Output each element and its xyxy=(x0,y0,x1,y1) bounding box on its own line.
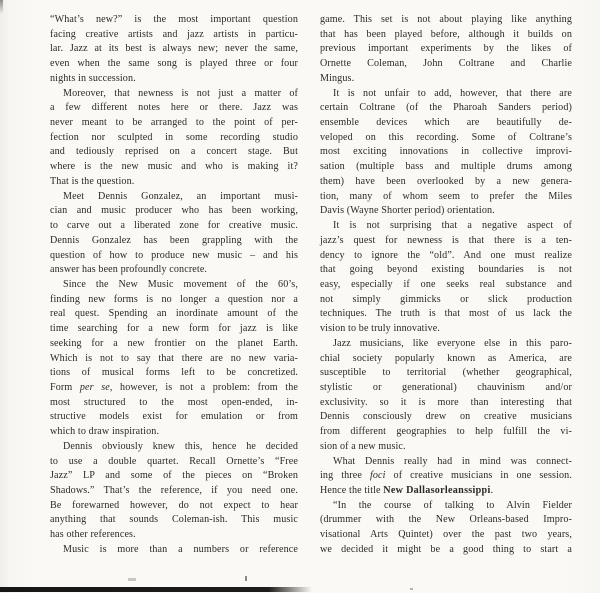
text-line: Dennis obviously knew this, hence he decided xyxy=(63,440,298,452)
text-line: most structured to the most open-ended, in- xyxy=(50,396,298,408)
text-line: techniques. The truth is that most of us lack the xyxy=(320,308,572,320)
text-line: time searching for a new form for jazz is like xyxy=(50,323,298,335)
scan-corner-artifact xyxy=(0,0,3,14)
paragraph xyxy=(50,543,298,558)
paragraph xyxy=(320,337,572,455)
text-line: “In the course of talking to Alvin Fielder xyxy=(333,499,572,511)
text-line: Davis (Wayne Shorter period) orientation. xyxy=(320,205,495,217)
text-line: never meant to be arranged to the point of per- xyxy=(50,117,298,129)
text-line: tion, many of whom seem to prefer the Miles xyxy=(320,190,572,202)
text-line: a few different notes here or there. Jazz was xyxy=(50,102,298,114)
text-line: that going beyond existing boundaries is not xyxy=(320,264,572,276)
text-line: structive models exist for emulation or from xyxy=(50,411,298,423)
paragraph xyxy=(320,499,572,558)
text-line: Since the New Music movement of the 60’s, xyxy=(63,278,298,290)
text-line: not simply gimmicks or slick production xyxy=(320,293,572,305)
text-line: and tediously reprised on a concert stage. But xyxy=(50,146,298,158)
scan-speck xyxy=(245,576,247,581)
text-line: where is the new music and who is making it? xyxy=(50,161,298,173)
text-line: Dennis consciously drew on creative musicians xyxy=(320,411,572,423)
text-line: lar. Jazz at its best is always new; never the same, xyxy=(50,43,298,55)
text-line: (drummer with the New Orleans-based Impro- xyxy=(320,514,572,526)
text-line: we decided it might be a good thing to start a xyxy=(320,543,572,555)
text-line: most exciting innovations in collective improvi- xyxy=(320,146,572,158)
text-line: them) have been overlooked by a new genera- xyxy=(320,175,572,187)
text-line: from different geographies to help fulfill the vi- xyxy=(320,426,572,438)
text-line: question of how to produce new music – and his xyxy=(50,249,298,261)
text-line: Which is not to say that there are no new varia- xyxy=(50,352,298,364)
text-line: fection nor sculpted in some recording studio xyxy=(50,131,298,143)
text-line: Mingus. xyxy=(320,72,355,84)
text-line: finding new forms is no longer a question nor a xyxy=(50,293,298,305)
paragraph xyxy=(320,219,572,337)
text-line: facing creative artists and jazz artists in particu- xyxy=(50,28,298,40)
text-line: Ornette Coleman, John Coltrane and Charlie xyxy=(320,58,572,70)
paragraph xyxy=(320,87,572,219)
text-line: real quest. Spending an inordinate amount of the xyxy=(50,308,298,320)
text-line: It is not surprising that a negative aspect of xyxy=(333,220,572,232)
text-line: sation (multiple bass and multiple drums among xyxy=(320,161,572,173)
text-line: Hence the title New Dallasorleanssippi. xyxy=(320,485,494,496)
text-line: easy, especially if one seeks real substance and xyxy=(320,278,572,290)
text-line: ensemble devices which are beautifully de- xyxy=(320,117,572,129)
text-line: which to draw inspiration. xyxy=(50,426,160,438)
text-line: stylistic or generational) chauvinism and/or xyxy=(320,381,572,393)
text-line: Dennis Gonzalez has been grappling with the xyxy=(50,234,298,246)
text-line: ing three foci of creative musicians in one session. xyxy=(320,470,572,482)
paragraph xyxy=(50,440,298,543)
text-line: that has been played before, although it builds on xyxy=(320,28,572,40)
text-line: “What’s new?” is the most important question xyxy=(50,14,298,25)
paragraph xyxy=(320,455,572,499)
text-line: certain Coltrane (of the Pharoah Sanders period) xyxy=(320,102,572,114)
text-line: Jazz” LP and some of the pieces on “Broken xyxy=(50,470,298,482)
text-line: susceptible to territorial (whether geographical, xyxy=(320,367,572,379)
text-line: dency to ignore the “old”. And one must realize xyxy=(320,249,572,261)
text-line: Meet Dennis Gonzalez, an important musi- xyxy=(63,190,298,202)
paragraph xyxy=(50,278,298,440)
text-line: Form per se, however, is not a problem: from the xyxy=(50,381,298,393)
text-line: to use a double quartet. Recall Ornette’s “Free xyxy=(50,455,298,467)
text-line: That is the question. xyxy=(50,175,135,187)
text-line: veloped on this recording. Some of Coltrane’s xyxy=(320,131,572,143)
text-line: cian and music producer who has been working, xyxy=(50,205,298,217)
paragraph xyxy=(50,190,298,278)
text-line: chial society popularly known as America, are xyxy=(320,352,572,364)
text-column-left xyxy=(50,13,298,558)
text-line: Be forewarned however, do not expect to hear xyxy=(50,499,298,511)
text-line: Music is more than a numbers or reference xyxy=(63,543,298,555)
text-line: previous important experiments by the likes of xyxy=(320,43,572,55)
text-line: game. This set is not about playing like anything xyxy=(320,14,572,25)
scan-edge-bar xyxy=(0,587,312,592)
paragraph xyxy=(320,13,572,87)
paragraph xyxy=(50,13,298,87)
text-line: Jazz musicians, like everyone else in this paro- xyxy=(333,337,572,349)
text-line: tions of musical forms left to be concretized. xyxy=(50,367,298,379)
scan-speck xyxy=(410,588,413,590)
text-line: It is not unfair to add, however, that there are xyxy=(333,87,572,99)
text-line: jazz’s quest for newness is that there is a ten- xyxy=(320,234,572,246)
scan-speck xyxy=(128,578,136,581)
text-line: Shadows.” That’s the reference, if you need one. xyxy=(50,485,298,496)
text-line: answer has been profoundly concrete. xyxy=(50,264,208,276)
text-line: to carve out a liberated zone for creative music. xyxy=(50,220,298,232)
text-line: even when the same song is played three or four xyxy=(50,58,298,70)
paragraph xyxy=(50,87,298,190)
text-line: What Dennis really had in mind was connect- xyxy=(333,455,572,467)
text-line: visational Arts Quintet) over the past two years, xyxy=(320,529,572,541)
text-line: seeking for a new frontier on the planet Earth. xyxy=(50,337,298,349)
text-line: nights in succession. xyxy=(50,72,136,84)
text-line: has other references. xyxy=(50,529,136,541)
text-column-right xyxy=(320,13,572,558)
text-line: anything that sounds Coleman-ish. This music xyxy=(50,514,298,526)
text-line: vision to be truly innovative. xyxy=(320,323,440,335)
text-line: Moreover, that newness is not just a matter of xyxy=(63,87,298,99)
text-line: sion of a new music. xyxy=(320,440,406,452)
text-line: exclusivity. so it is more than interesting that xyxy=(320,396,572,408)
